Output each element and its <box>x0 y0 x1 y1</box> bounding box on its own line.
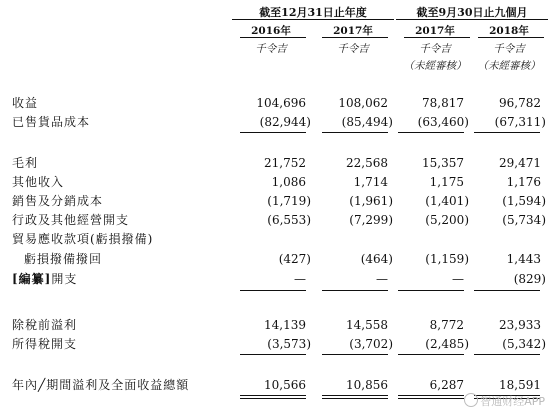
row-value-2: (3,702) <box>349 337 393 351</box>
row-label: 行政及其他經營開支 <box>12 213 130 227</box>
column-year-3: 2017年 <box>415 25 455 37</box>
subtotal-rule <box>322 290 388 291</box>
row-value-4: (5,734) <box>502 213 546 227</box>
row-value-1: (3,573) <box>267 337 311 351</box>
column-year-4: 2018年 <box>489 25 529 37</box>
header-group-annual-rule <box>232 19 394 20</box>
row-value-3: (2,485) <box>425 337 469 351</box>
column-year-3-rule <box>404 37 470 38</box>
row-label: 所得稅開支 <box>12 337 78 351</box>
row-redacted-expenses <box>0 270 553 288</box>
subtotal-rule <box>322 132 388 133</box>
row-label: 已售貨品成本 <box>12 115 91 129</box>
subtotal-rule <box>240 354 306 355</box>
column-unit-1: 千令吉 <box>255 43 287 55</box>
row-label: 銷售及分銷成本 <box>12 194 104 208</box>
row-value-3: 6,287 <box>429 378 464 392</box>
row-value-1: (427) <box>278 252 311 266</box>
column-unit-4: 千令吉 <box>493 43 525 55</box>
subtotal-rule <box>240 132 306 133</box>
row-total-comprehensive-income <box>0 376 553 394</box>
subtotal-rule <box>398 354 464 355</box>
column-year-1: 2016年 <box>251 25 291 37</box>
row-value-4: (5,342) <box>502 337 546 351</box>
row-label: 其他收入 <box>12 175 65 189</box>
column-note-4: （未經審核） <box>477 60 541 72</box>
row-label-text: 開支 <box>51 272 78 286</box>
row-value-4: (1,594) <box>502 194 546 208</box>
row-value-1: 21,752 <box>264 156 306 170</box>
subtotal-rule <box>398 132 464 133</box>
redacted-marker: [編纂] <box>12 272 52 286</box>
row-value-4: 23,933 <box>499 318 541 332</box>
row-label: 年內╱期間溢利及全面收益總額 <box>12 378 190 392</box>
row-value-4: 1,176 <box>506 175 541 189</box>
row-value-1: 1,086 <box>271 175 306 189</box>
row-impairment-reversal <box>0 250 553 268</box>
row-cost-of-goods <box>0 113 553 131</box>
row-value-2: (1,961) <box>349 194 393 208</box>
column-year-1-rule <box>240 37 306 38</box>
row-value-4: 29,471 <box>499 156 541 170</box>
row-value-4: 96,782 <box>499 96 541 110</box>
row-label: 貿易應收款項(虧損撥備) <box>12 232 154 246</box>
row-value-3: — <box>452 272 464 286</box>
column-year-2: 2017年 <box>333 25 373 37</box>
row-value-2: — <box>376 272 388 286</box>
row-value-2: 22,568 <box>346 156 388 170</box>
row-value-1: (6,553) <box>267 213 311 227</box>
row-value-1: (82,944) <box>259 115 311 129</box>
column-year-2-rule <box>322 37 388 38</box>
row-value-2: 14,558 <box>346 318 388 332</box>
row-value-4: 1,443 <box>506 252 541 266</box>
total-double-rule <box>398 395 464 399</box>
watermark-text: 智通财经APP <box>480 395 545 408</box>
column-year-4-rule <box>478 37 544 38</box>
row-value-2: 10,856 <box>346 378 388 392</box>
row-value-2: 108,062 <box>338 96 388 110</box>
row-value-2: (7,299) <box>349 213 393 227</box>
row-value-4: (829) <box>513 272 546 286</box>
row-value-3: 8,772 <box>429 318 464 332</box>
row-other-income <box>0 173 553 191</box>
subtotal-rule <box>398 290 464 291</box>
row-value-3: (1,159) <box>425 252 469 266</box>
watermark-logo-icon <box>464 393 478 407</box>
header-group-annual: 截至12月31日止年度 <box>259 6 367 19</box>
column-note-3: （未經審核） <box>403 60 467 72</box>
row-trade-receivables <box>0 230 553 248</box>
subtotal-rule <box>474 290 540 291</box>
row-profit-before-tax <box>0 316 553 334</box>
row-value-4: 18,591 <box>499 378 541 392</box>
subtotal-rule <box>474 354 540 355</box>
subtotal-rule <box>474 132 540 133</box>
row-value-3: 15,357 <box>422 156 464 170</box>
row-label: 毛利 <box>12 156 39 170</box>
row-value-1: 14,139 <box>264 318 306 332</box>
row-value-3: (1,401) <box>425 194 469 208</box>
row-value-1: (1,719) <box>267 194 311 208</box>
row-value-3: 78,817 <box>422 96 464 110</box>
row-value-1: — <box>294 272 306 286</box>
row-selling-distribution <box>0 192 553 210</box>
column-unit-2: 千令吉 <box>337 43 369 55</box>
row-value-3: (5,200) <box>425 213 469 227</box>
total-double-rule <box>322 395 388 399</box>
row-value-1: 104,696 <box>256 96 306 110</box>
row-admin-expenses <box>0 211 553 229</box>
watermark <box>464 393 545 409</box>
header-group-nine-months: 截至9月30日止九個月 <box>416 6 528 19</box>
row-value-3: 1,175 <box>429 175 464 189</box>
row-value-1: 10,566 <box>264 378 306 392</box>
row-value-3: (63,460) <box>417 115 469 129</box>
row-value-2: 1,714 <box>353 175 388 189</box>
row-gross-profit <box>0 154 553 172</box>
row-label: 虧損撥備撥回 <box>24 252 103 266</box>
subtotal-rule <box>322 354 388 355</box>
total-double-rule <box>240 395 306 399</box>
row-label <box>12 270 77 288</box>
row-value-4: (67,311) <box>494 115 546 129</box>
row-revenue <box>0 94 553 112</box>
row-label: 除稅前溢利 <box>12 318 78 332</box>
header-group-nine-months-rule <box>396 19 548 20</box>
row-value-2: (464) <box>360 252 393 266</box>
row-label: 收益 <box>12 96 39 110</box>
row-income-tax <box>0 335 553 353</box>
column-unit-3: 千令吉 <box>419 43 451 55</box>
row-value-2: (85,494) <box>341 115 393 129</box>
subtotal-rule <box>240 290 306 291</box>
